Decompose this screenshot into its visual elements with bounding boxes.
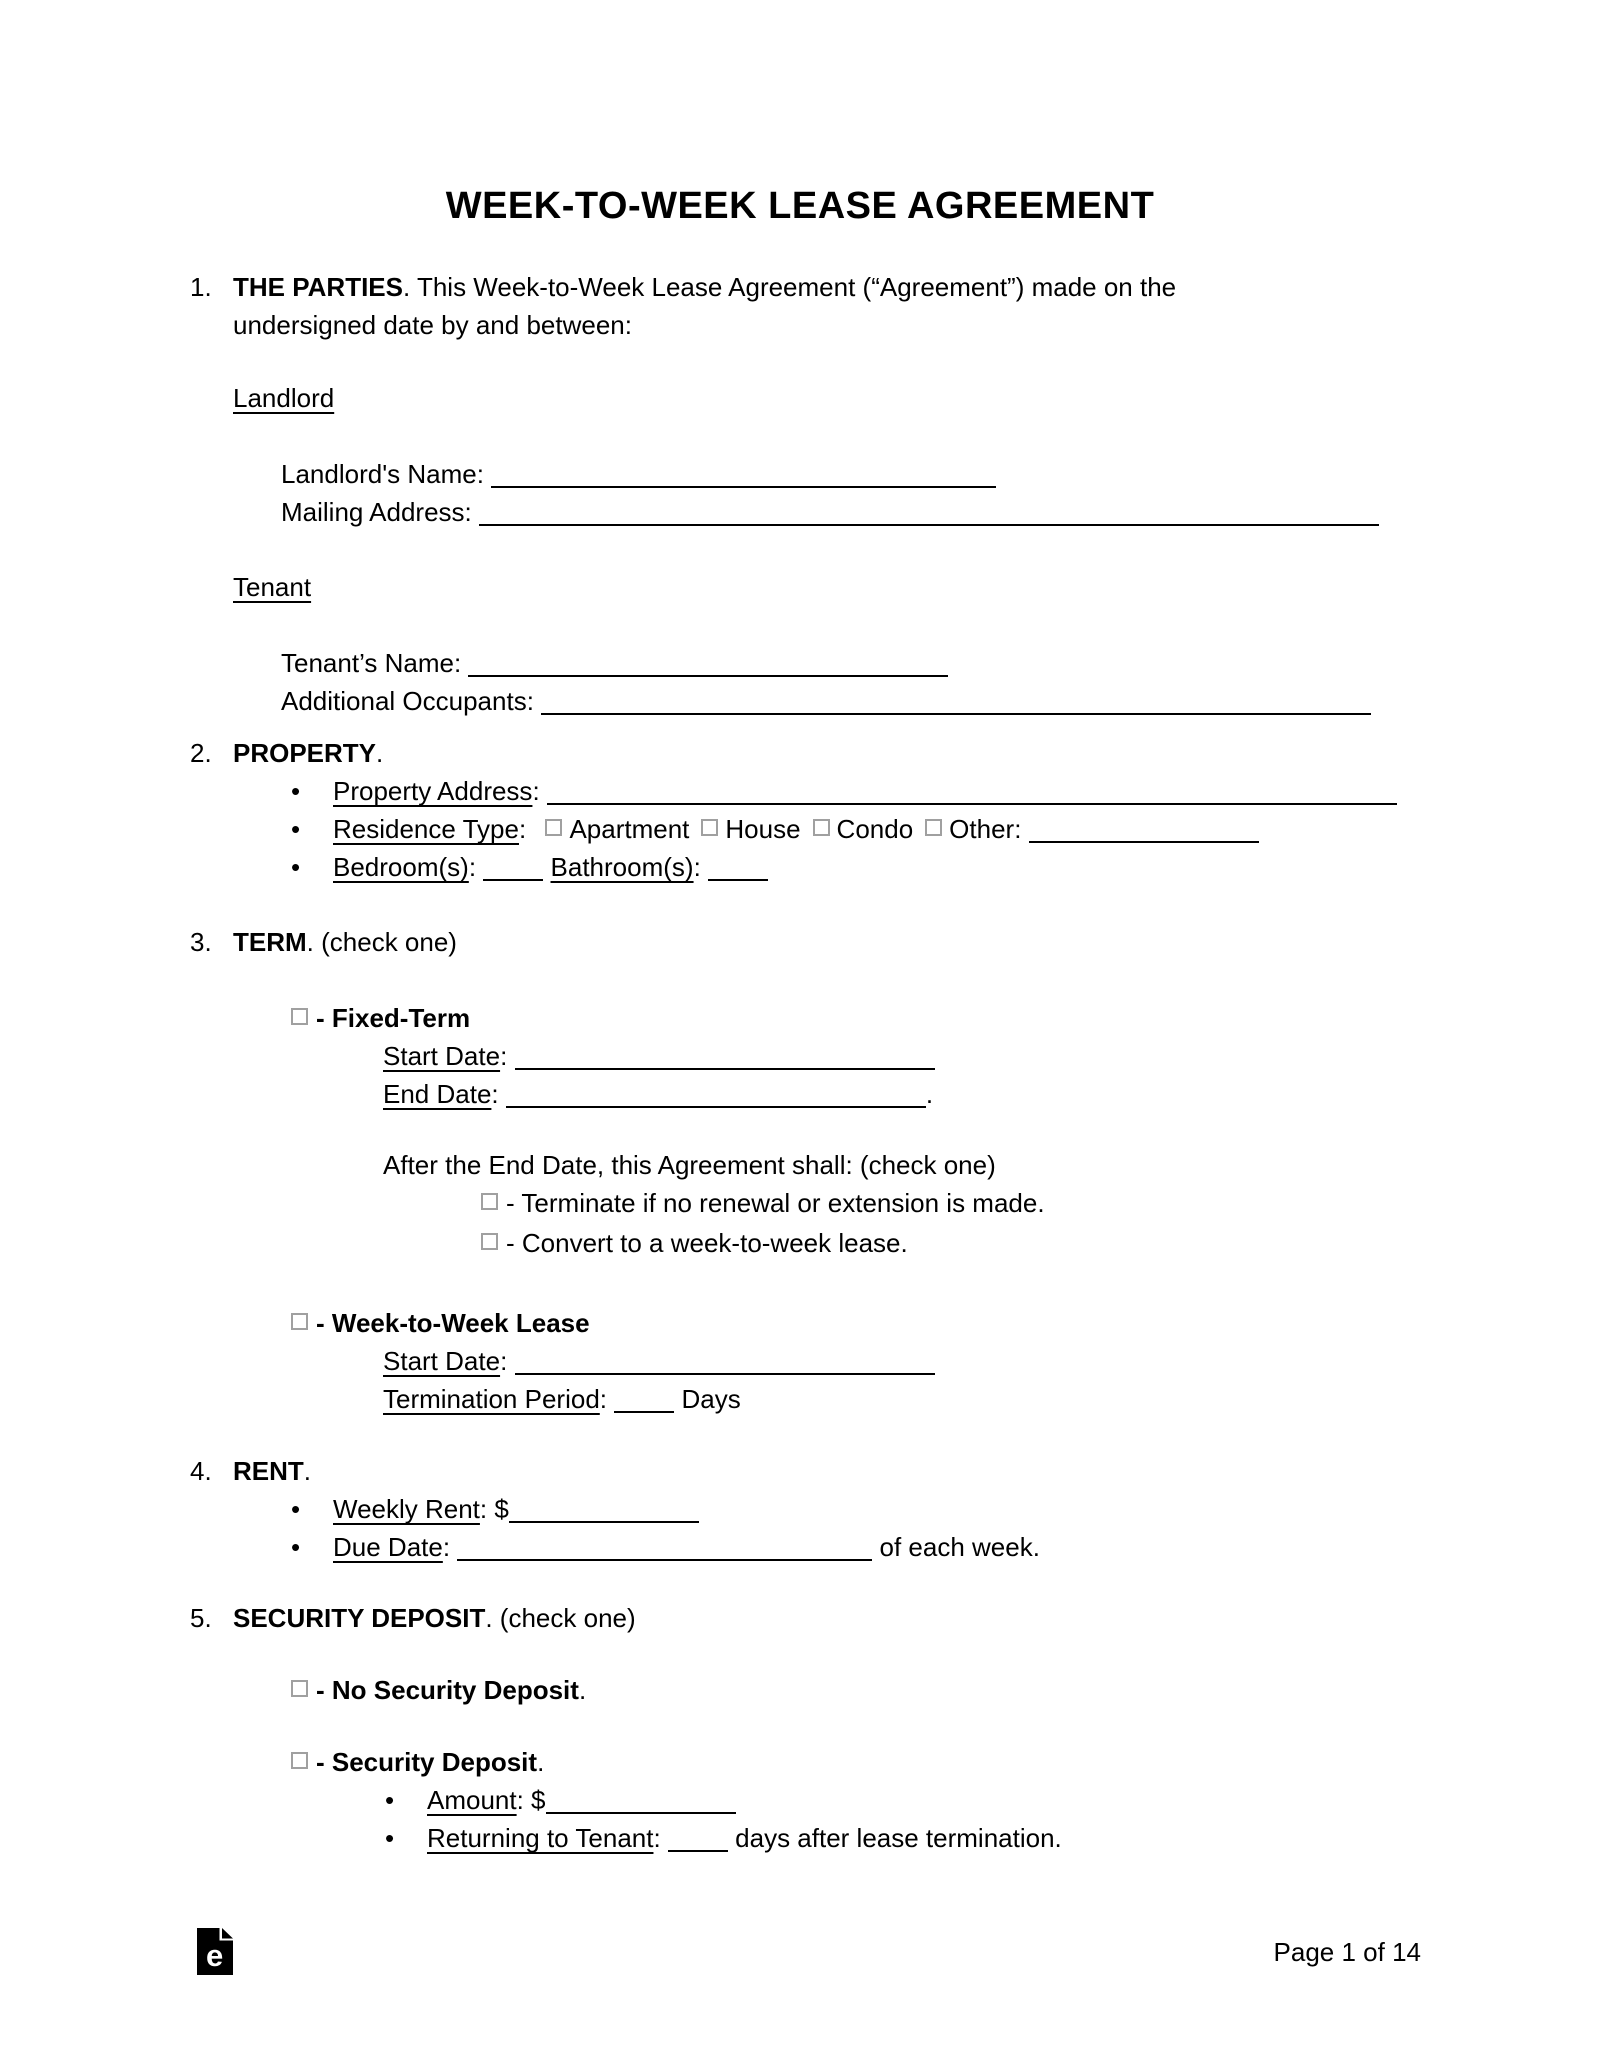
page-number-label: Page 1 of 14	[1273, 1937, 1421, 1967]
bullet-icon: •	[291, 1532, 301, 1562]
section-rent-heading	[190, 1452, 1600, 1490]
start-date-label: Start Date	[383, 1041, 501, 1071]
landlord-name-row	[281, 455, 1600, 493]
section-number: 5.	[190, 1603, 212, 1633]
mailing-address-row	[281, 493, 1600, 531]
option-label: Other:	[949, 814, 1029, 844]
landlord-name-blank[interactable]	[491, 456, 996, 488]
terminate-checkbox[interactable]	[481, 1193, 498, 1210]
security-deposit-checkbox[interactable]	[291, 1752, 308, 1769]
returning-tail-text: days after lease termination.	[727, 1823, 1062, 1853]
bathrooms-blank[interactable]	[708, 849, 768, 881]
landlord-heading: Landlord	[233, 383, 335, 413]
of-each-week-text: of each week.	[872, 1532, 1040, 1562]
bullet-icon: •	[291, 1494, 301, 1524]
section-heading: THE PARTIES	[233, 272, 403, 302]
week-to-week-checkbox[interactable]	[291, 1313, 308, 1330]
due-date-blank[interactable]	[457, 1529, 872, 1561]
additional-occupants-label: Additional Occupants:	[281, 686, 534, 716]
start-date-label: Start Date	[383, 1346, 501, 1376]
fixed-end-row	[383, 1075, 1600, 1113]
no-security-deposit-checkbox[interactable]	[291, 1680, 308, 1697]
label-colon: :	[468, 852, 484, 882]
section-number: 1.	[190, 272, 212, 302]
section-heading-suffix: . (check one)	[306, 927, 457, 957]
section-heading: TERM	[233, 927, 307, 957]
weekly-rent-label: Weekly Rent	[333, 1494, 480, 1524]
bullet-icon: •	[385, 1785, 395, 1815]
residence-option-house	[701, 814, 800, 844]
additional-occupants-blank[interactable]	[541, 683, 1371, 715]
eforms-logo	[197, 1928, 233, 1982]
mailing-address-blank[interactable]	[479, 494, 1379, 526]
convert-checkbox[interactable]	[481, 1233, 498, 1250]
residence-option-condo	[813, 814, 914, 844]
due-date-row	[291, 1528, 1600, 1566]
fixed-term-label: - Fixed-Term	[316, 1003, 471, 1033]
bedrooms-blank[interactable]	[483, 849, 543, 881]
period-text: .	[925, 1079, 934, 1109]
option-label: Apartment	[569, 814, 690, 844]
additional-occupants-row	[281, 682, 1600, 720]
convert-label: - Convert to a week-to-week lease.	[506, 1228, 908, 1258]
termination-period-row	[383, 1380, 1600, 1418]
label-colon: :	[442, 1532, 458, 1562]
residence-option-apartment	[545, 814, 689, 844]
bullet-icon: •	[291, 776, 301, 806]
section-heading: PROPERTY	[233, 738, 377, 768]
rooms-row	[291, 848, 1600, 886]
section-heading: RENT	[233, 1456, 304, 1486]
apartment-checkbox[interactable]	[545, 819, 562, 836]
property-address-label: Property Address	[333, 776, 533, 806]
rent-bullets	[291, 1490, 1600, 1566]
label-colon: :	[518, 814, 534, 844]
fixed-start-blank[interactable]	[515, 1038, 935, 1070]
section-number: 2.	[190, 738, 212, 768]
w2w-start-blank[interactable]	[515, 1343, 935, 1375]
terminate-option-row	[481, 1184, 1600, 1222]
fixed-end-blank[interactable]	[506, 1076, 926, 1108]
document-icon	[197, 1928, 233, 1975]
weekly-rent-row	[291, 1490, 1600, 1528]
option-label: Condo	[836, 814, 914, 844]
after-end-options	[481, 1184, 1600, 1262]
tenant-fields	[281, 644, 1600, 720]
other-blank[interactable]	[1029, 811, 1259, 843]
section-security-heading	[190, 1599, 1600, 1637]
section-number: 3.	[190, 927, 212, 957]
bathrooms-label: Bathroom(s)	[550, 852, 694, 882]
amount-label: Amount	[427, 1785, 517, 1815]
bedrooms-label: Bedroom(s)	[333, 852, 469, 882]
section-term-heading	[190, 923, 1600, 961]
days-text: Days	[674, 1384, 741, 1414]
label-colon: :	[653, 1823, 668, 1853]
bullet-icon: •	[385, 1823, 395, 1853]
convert-option-row	[481, 1224, 1600, 1262]
section-text: undersigned date by and between:	[233, 310, 632, 340]
fixed-term-row	[291, 999, 1600, 1037]
label-colon: :	[693, 852, 709, 882]
section-heading-suffix: .	[303, 1456, 312, 1486]
week-to-week-fields	[383, 1342, 1600, 1418]
label-colon: : $	[516, 1785, 546, 1815]
section-heading-suffix: .	[376, 738, 384, 768]
house-checkbox[interactable]	[701, 819, 718, 836]
page-title: WEEK-TO-WEEK LEASE AGREEMENT	[445, 185, 1155, 227]
security-deposit-bullets	[385, 1781, 1600, 1857]
after-end-date-text: After the End Date, this Agreement shall: (check one)	[383, 1150, 996, 1180]
section-heading-suffix: . (check one)	[485, 1603, 636, 1633]
period-text: .	[578, 1675, 587, 1705]
returning-row	[385, 1819, 1600, 1857]
label-colon: :	[532, 776, 547, 806]
logo-letter: e	[206, 1938, 224, 1973]
section-text: . This Week-to-Week Lease Agreement (“Agreement”) made on the	[402, 272, 1177, 302]
security-deposit-label: - Security Deposit	[316, 1747, 538, 1777]
property-address-blank[interactable]	[547, 773, 1397, 805]
tenant-name-row	[281, 644, 1600, 682]
property-bullets	[291, 772, 1600, 886]
amount-row	[385, 1781, 1600, 1819]
bullet-icon: •	[291, 852, 301, 882]
end-date-label: End Date	[383, 1079, 492, 1109]
landlord-name-label: Landlord's Name:	[281, 459, 484, 489]
label-colon: :	[491, 1079, 506, 1109]
section-property-heading	[190, 734, 1600, 772]
condo-checkbox[interactable]	[813, 819, 830, 836]
label-colon: :	[599, 1384, 615, 1414]
no-security-deposit-row	[291, 1671, 1600, 1709]
week-to-week-row	[291, 1304, 1600, 1342]
other-checkbox[interactable]	[925, 819, 942, 836]
section-number: 4.	[190, 1456, 212, 1486]
section-heading: SECURITY DEPOSIT	[233, 1603, 486, 1633]
termination-period-label: Termination Period	[383, 1384, 600, 1414]
property-address-row	[291, 772, 1600, 810]
mailing-address-label: Mailing Address:	[281, 497, 472, 527]
fixed-start-row	[383, 1037, 1600, 1075]
returning-label: Returning to Tenant	[427, 1823, 654, 1853]
due-date-label: Due Date	[333, 1532, 443, 1562]
residence-type-label: Residence Type	[333, 814, 519, 844]
security-deposit-row	[291, 1743, 1600, 1781]
landlord-fields	[281, 455, 1600, 531]
section-parties	[190, 268, 1450, 344]
tenant-heading: Tenant	[233, 572, 312, 602]
weekly-rent-blank[interactable]	[509, 1491, 699, 1523]
label-colon: :	[500, 1346, 515, 1376]
returning-blank[interactable]	[668, 1820, 728, 1852]
option-label: House	[725, 814, 801, 844]
week-to-week-label: - Week-to-Week Lease	[316, 1308, 590, 1338]
period-text: .	[537, 1747, 545, 1777]
no-security-deposit-label: - No Security Deposit	[316, 1675, 579, 1705]
fixed-term-checkbox[interactable]	[291, 1008, 308, 1025]
residence-type-row	[291, 810, 1600, 848]
termination-period-blank[interactable]	[614, 1381, 674, 1413]
bullet-icon: •	[291, 814, 301, 844]
terminate-label: - Terminate if no renewal or extension is made.	[506, 1188, 1045, 1218]
residence-option-other	[925, 814, 1258, 844]
fixed-term-dates	[383, 1037, 1600, 1113]
label-colon: : $	[479, 1494, 509, 1524]
w2w-start-row	[383, 1342, 1600, 1380]
label-colon: :	[500, 1041, 515, 1071]
tenant-name-blank[interactable]	[468, 645, 948, 677]
amount-blank[interactable]	[546, 1782, 736, 1814]
tenant-name-label: Tenant’s Name:	[281, 648, 462, 678]
